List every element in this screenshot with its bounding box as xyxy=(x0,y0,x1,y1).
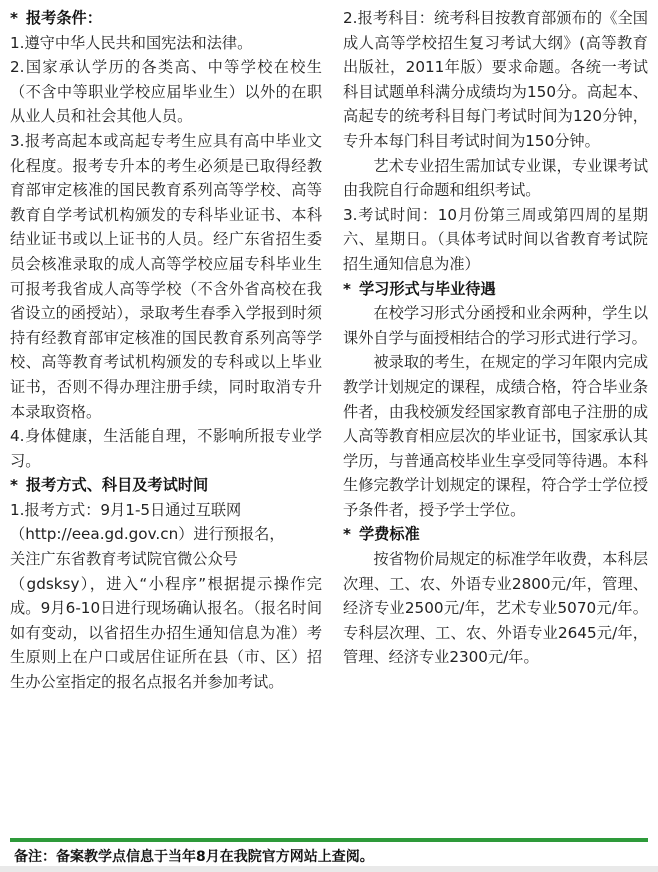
requirement-1: 1.遵守中华人民共和国宪法和法律。 xyxy=(10,33,253,52)
registration-method-line1: 1.报考方式：9月1-5日通过互联网 xyxy=(10,500,242,519)
footer-divider xyxy=(10,838,648,842)
registration-method-line3: 关注广东省教育考试院官微公众号 xyxy=(10,550,238,569)
bottom-bar xyxy=(0,866,658,872)
star-bullet-icon: * xyxy=(10,476,18,495)
heading-study-form: * 学习形式与毕业待遇 xyxy=(343,279,496,298)
graduation-paragraph: 被录取的考生，在规定的学习年限内完成教学计划规定的课程，成绩合格，符合毕业条件者，由我校颁发经国家教育部电子注册的成人高等教育相应层次的毕业证书，国家承认其学历，与普通高校毕业生享受同等待遇。本科生修完教学计划规定的课程，符合学士学位授予条件者，授予学士学位。 xyxy=(343,353,648,519)
right-column xyxy=(343,6,648,670)
registration-url: （http://eea.gd.gov.cn）进行预报名， xyxy=(10,525,285,544)
heading-requirements: * 报考条件： xyxy=(10,9,102,27)
registration-method-rest: （gdsksy），进入“小程序”根据提示操作完成。9月6-10日进行现场确认报名。（报名时间如有变动，以省招生办招生通知信息为准）考生原则上在户口或居住证所在县（市、区）招生办公室指定的报名点报名并参加考试。 xyxy=(10,574,322,692)
left-column xyxy=(10,6,322,695)
study-form-paragraph: 在校学习形式分函授和业余两种，学生以课外自学与面授相结合的学习形式进行学习。 xyxy=(343,304,648,347)
requirement-3: 3.报考高起本或高起专考生应具有高中毕业文化程度。报考专升本的考生必须是已取得经教育部审定核准的国民教育系列高等学校、高等教育自学考试机构颁发的专科毕业证书、本科结业证书或以上证书的人员。经广东省招生委员会核准录取的成人高等学校应届专科毕业生可报考我省成人高等学校（不含外省高校在我省设立的函授站），录取考生春季入学报到时须持有经教育部审定核准的国民教育系列高等学校、高等教育考试机构颁发的专科或以上毕业证书，否则不得办理注册手续，同时取消专升本录取资格。 xyxy=(10,131,322,421)
heading-registration: * 报考方式、科目及考试时间 xyxy=(10,476,209,495)
footer-note: 备注：备案教学点信息于当年8月在我院官方网站上查阅。 xyxy=(14,849,374,865)
star-bullet-icon: * xyxy=(10,9,18,27)
requirement-4: 4.身体健康，生活能自理，不影响所报专业学习。 xyxy=(10,427,322,470)
requirement-2: 2.国家承认学历的各类高、中等学校在校生（不含中等职业学校应届毕业生）以外的在职从业人员和社会其他人员。 xyxy=(10,58,322,126)
art-exam-note: 艺术专业招生需加试专业课，专业课考试由我院自行命题和组织考试。 xyxy=(343,156,648,200)
exam-time: 3.考试时间：10月份第三周或第四周的星期六、星期日。（具体考试时间以省教育考试院招生通知信息为准） xyxy=(343,205,648,273)
star-bullet-icon: * xyxy=(343,279,351,298)
star-bullet-icon: * xyxy=(343,525,351,544)
heading-tuition: * 学费标准 xyxy=(343,525,420,544)
tuition-paragraph: 按省物价局规定的标准学年收费，本科层次理、工、农、外语专业2800元/年，管理、经济专业2500元/年，艺术专业5070元/年。专科层次理、工、农、外语专业2645元/年，管理、经济专业2300元/年。 xyxy=(343,550,648,667)
exam-subjects: 2.报考科目：统考科目按教育部颁布的《全国成人高等学校招生复习考试大纲》(高等教育出版社，2011年版）要求命题。各统一考试科目试题单科满分成绩均为150分。高起本、高起专的统考科目每门考试时间为120分钟，专升本每门科目考试时间为150分钟。 xyxy=(343,9,648,150)
